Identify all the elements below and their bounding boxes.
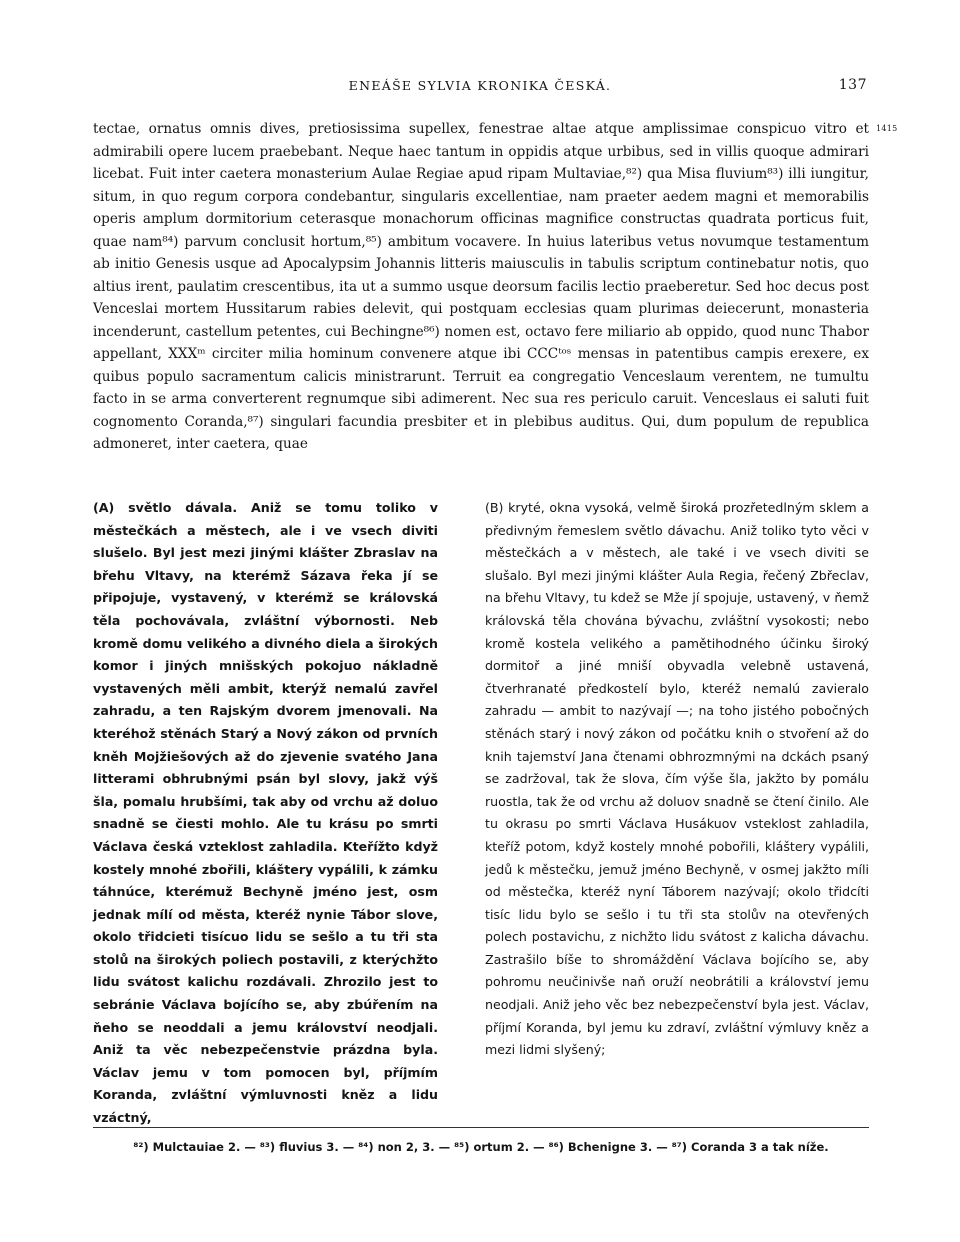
footnote-rule — [93, 1127, 869, 1128]
footnotes: ⁸²) Mulctauiae 2. — ⁸³) fluvius 3. — ⁸⁴) non 2, 3. — ⁸⁵) ortum 2. — ⁸⁶) Bchenigne 3. — ⁸⁷) Coranda 3 a tak níže. — [133, 1140, 829, 1154]
czech-column-b: (B) kryté, okna vysoká, velmě široká prozřetedlným sklem a předivným řemeslem světlo dávachu. Aniž toliko tyto věci v městečkách a v městech, ale také i ve vsech diviti se slušalo. Byl mezi jinými klášter Aula Regia, řečený Zbřeclav, na břehu Vltavy, tu kdež se Mže jí spojuje, ustavený, v ňemž královská těla chována bývachu, zvláštní vysokosti; nebo kromě kostela velikého a pamětihodného účinku široký dormitoř a jiné mniší obyvadla velebně ustavená, čtverhranaté předkostelí bylo, kteréž nemalú zavieralo zahradu — ambit to nazývají —; na toho jistého pobočných stěnách starý i nový zákon od počátku knih o stvoření až do knih tajemství Jana čtenami obhrozmnými na dckách psaný se zadržoval, tak že slova, čím výše šla, jakžto by pomálu ruostla, tak že od vrchu až doluov snadně se čtení činilo. Ale tu okrasu po smrti Václava Husákuov vsteklost zahladila, kteříž potom, když kostely mnohé pobořili, kláštery vypálili, jedů k městečku, jemuž jméno Bechyně, v osmej jakžto míli od městečka, kteréž nyní Táborem nazývají; okolo třidcíti tisíc lidu bylo se sešlo i tu tři sta stolův na otevřených polech postavichu, z nichžto lidu svátost z kalicha dávachu. Zastrašilo bíše to shromáždění Václava bojícího se, aby pohromu neučinivše naň oruží neobrátili a království jemu neodjali. Aniž jeho věc bez nebezpečenství byla jest. Václav, příjmí Koranda, byl jemu ku zdraví, zvláštní výmluvy kněz a mezi lidmi slyšený; — [485, 500, 869, 1058]
czech-column-a: (A) světlo dávala. Aniž se tomu toliko v městečkách a městech, ale i ve vsech diviti slušelo. Byl jest mezi jinými klášter Zbraslav na břehu Vltavy, na kterémž Sázava řeka jí se připojuje, vystavený, v kterémž se královská těla pochovávala, zvláštní výbornosti. Neb kromě domu velikého a divného diela a širokých komor i jiných mnišských pokojuo nákladně vystavených měli ambit, kterýž nemalú zavřel zahradu, a ten Rajským dvorem jmenovali. Na kteréhož stěnách Starý a Nový zákon od prvních kněh Mojžiešových až do zjevenie svatého Jana litterami obhrubnými psán byl slovy, jakž výš šla, pomalu hrubšími, tak aby od vrchu až doluo snadně se čiesti mohlo. Ale tu krásu po smrti Václava česká vzteklost zahladila. Kteřížto když kostely mnohé zbořili, kláštery vypálili, k zámku táhnúce, kterémuž Bechyně jméno jest, osm jednak mílí od města, kteréž nynie Tábor slove, okolo třidcieti tisícuo lidu se sešlo a tu tři sta stolů na širokých poliech postavili, z kterýchžto lidu svátost kalichu rozdávali. Zhrozilo jest to sebránie Václava bojícího se, aby zbúřením na ňeho se neoddali a jemu království neodjali. Aniž ta věc nebezpečenstvie prázdna byla. Václav jemu v tom pomocen byl, příjmím Koranda, zvláštní výmluvnosti kněz a lidu vzáctný, — [93, 500, 438, 1126]
latin-text-block: tectae, ornatus omnis dives, pretiosissima supellex, fenestrae altae atque amplissimae conspicuo vitro et admirabili opere lucem praebebant. Neque haec tantum in oppidis atque urbibus, sed in villis quoque admirari licebat. Fuit inter caetera monasterium Aulae Regiae apud ripam Multaviae,⁸²) qua Misa fluvium⁸³) illi iungitur, situm, in quo regum corpora condebantur, singularis excellentiae, nam praeter aedem magni et memorabilis operis amplum dormitorium ceterasque monachorum officinas magnifice constructas quadrata porticus fuit, quae nam⁸⁴) parvum conclusit hortum,⁸⁵) ambitum vocavere. In huius lateribus vetus novumque testamentum ab initio Genesis usque ad Apocalypsim Johannis litteris maiusculis in tabulis scriptum continebatur notis, quo altius irent, paulatim crescentibus, ita ut a summo usque deorsum facilis lectio praeberetur. Sed hoc decus post Venceslai mortem Hussitarum rabies delevit, qui postquam ecclesias quam plurimas deiecerunt, monasteria incenderunt, castellum petentes, cui Bechingne⁸⁶) nomen est, octavo fere miliario ab oppido, quod nunc Thabor appellant, XXXᵐ circiter milia hominum convenere atque ibi CCCᵗᵒˢ mensas in patentibus campis erexere, ex quibus populo sacramentum calicis ministrarunt. Terruit ea congregatio Venceslaum verentem, ne tumultu facto in se arma converterent regnumque sibi adimerent. Nec sua res periculo caruit. Venceslaus ei saluti fuit cognomento Coranda,⁸⁷) singulari facundia presbiter et in plebibus auditus. Qui, dum populum de republica admoneret, inter caetera, quae — [93, 121, 869, 452]
running-title: ENEÁŠE SYLVIA KRONIKA ČESKÁ. — [348, 78, 612, 93]
page-number: 137 — [838, 77, 867, 93]
running-head — [0, 78, 960, 98]
margin-year-note: 1415 — [876, 124, 898, 133]
